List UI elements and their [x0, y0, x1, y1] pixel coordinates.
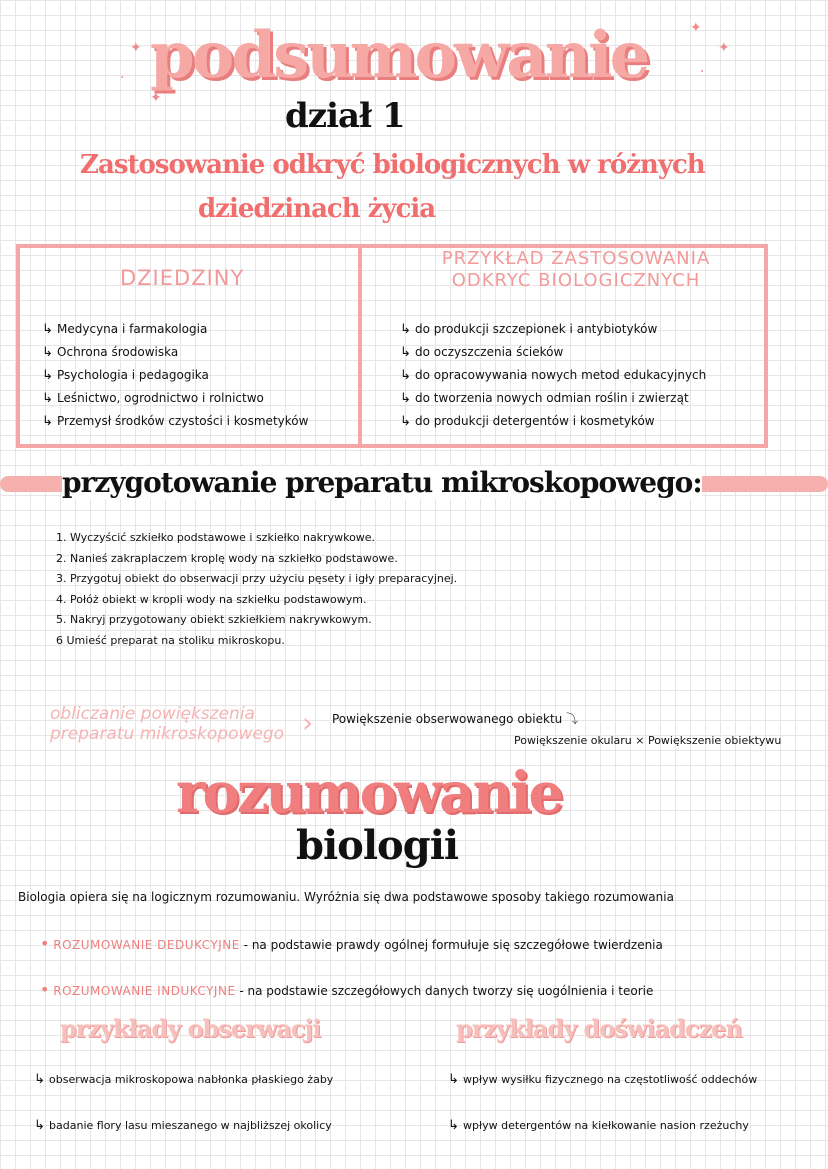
list-item: 1. Wyczyścić szkiełko podstawowe i szkiełko nakrywkowe.	[56, 531, 376, 544]
table-header-examples-line2: ODKRYĆ BIOLOGICZNYCH	[451, 270, 701, 291]
list-item: ↳ Leśnictwo, ogrodnictwo i rolnictwo	[42, 387, 308, 410]
magnification-formula-result: Powiększenie obserwowanego obiektu ⤵	[332, 712, 579, 726]
sparkle-icon: ✦	[718, 40, 730, 56]
list-item: 4. Połóż obiekt w kropli wody na szkiełku podstawowym.	[56, 592, 367, 606]
magnification-label-line1: obliczanie powiększenia	[50, 704, 255, 724]
inductive-item	[40, 980, 653, 999]
list-item: ↳ Ochrona środowiska	[42, 341, 308, 364]
preparation-steps	[56, 528, 457, 651]
experiments-title: przykłady doświadczeń	[456, 1014, 742, 1043]
magnification-label	[50, 704, 284, 744]
magnification-formula-product: Powiększenie okularu × Powiększenie obiektywu	[514, 734, 782, 747]
list-item: ↳ do produkcji detergentów i kosmetyków	[400, 410, 706, 433]
sparkle-icon: ✦	[130, 40, 142, 56]
list-item: ↳ Psychologia i pedagogika	[42, 364, 308, 387]
magnification-label-line2: preparatu mikroskopowego	[50, 724, 285, 744]
reasoning-subtitle: biologii	[296, 822, 459, 869]
list-item: ↳ do tworzenia nowych odmian roślin i zwierząt	[400, 387, 706, 410]
list-item: ↳ Medycyna i farmakologia	[42, 318, 308, 341]
fields-list	[42, 318, 308, 433]
table-header-examples-line1: PRZYKŁAD ZASTOSOWANIA	[441, 248, 711, 269]
sparkle-icon: ✦	[150, 90, 162, 106]
table-header-examples	[400, 248, 752, 292]
preparation-title	[56, 466, 708, 499]
preparation-title-text: przygotowanie preparatu mikroskopowego:	[62, 466, 702, 499]
inductive-term: ROZUMOWANIE INDUKCYJNE	[53, 984, 236, 998]
list-item: 5. Nakryj przygotowany obiekt szkiełkiem nakrywkowym.	[56, 613, 372, 626]
reasoning-intro: Biologia opiera się na logicznym rozumowaniu. Wyróżnia się dwa podstawowe sposoby takiego rozumowania	[18, 890, 674, 904]
list-item: 2. Nanieś zakraplaczem kroplę wody na szkiełko podstawowe.	[56, 551, 398, 565]
deductive-desc: - na podstawie prawdy ogólnej formułuje się szczegółowe twierdzenia	[243, 938, 663, 952]
list-item: ↳ wpływ wysiłku fizycznego na częstotliwość oddechów	[448, 1072, 757, 1087]
list-item: ↳ wpływ detergentów na kiełkowanie nasion rzeżuchy	[448, 1118, 749, 1133]
subtitle-line2: dziedzinach życia	[198, 194, 436, 224]
sparkle-icon: ·	[700, 64, 705, 80]
bullet-icon: •	[40, 934, 50, 953]
list-item: ↳ Przemysł środków czystości i kosmetyków	[42, 410, 308, 433]
list-item: ↳ do opracowywania nowych metod edukacyjnych	[400, 364, 706, 387]
list-item: ↳ obserwacja mikroskopowa nabłonka płaskiego żaby	[34, 1072, 333, 1087]
observations-title: przykłady obserwacji	[60, 1014, 321, 1043]
sparkle-icon: ·	[120, 70, 125, 86]
examples-list	[400, 318, 706, 433]
subtitle-line1: Zastosowanie odkryć biologicznych w różnych	[80, 150, 705, 180]
sparkle-icon: ✦	[690, 20, 702, 36]
reasoning-title: rozumowanie	[176, 760, 562, 826]
list-item: 3. Przygotuj obiekt do obserwacji przy użyciu pęsety i igły preparacyjnej.	[56, 572, 458, 585]
list-item: ↳ do oczyszczenia ścieków	[400, 341, 706, 364]
chevron-right-icon: ›	[302, 706, 314, 739]
table-header-fields: DZIEDZINY	[120, 266, 245, 290]
deductive-item	[40, 934, 663, 953]
page-title: podsumowanie	[150, 18, 648, 93]
deductive-term: ROZUMOWANIE DEDUKCYJNE	[53, 938, 240, 952]
bullet-icon: •	[40, 980, 50, 999]
list-item: ↳ badanie flory lasu mieszanego w najbliższej okolicy	[34, 1118, 332, 1133]
inductive-desc: - na podstawie szczegółowych danych tworzy się uogólnienia i teorie	[239, 984, 654, 998]
list-item: ↳ do produkcji szczepionek i antybiotyków	[400, 318, 706, 341]
section-label: dział 1	[285, 96, 405, 136]
table-divider	[358, 244, 362, 448]
list-item: 6 Umieść preparat na stoliku mikroskopu.	[56, 633, 285, 647]
